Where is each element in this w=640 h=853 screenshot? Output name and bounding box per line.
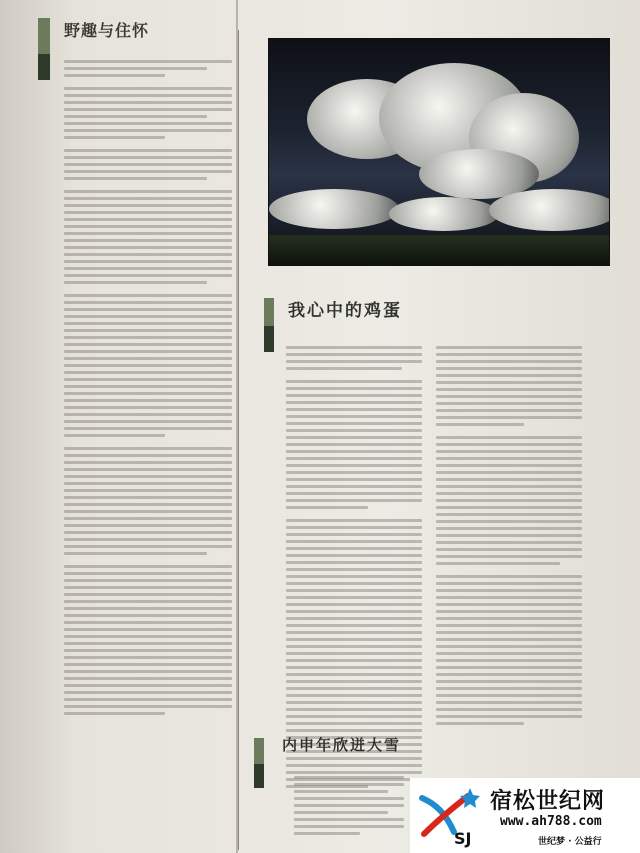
site-url: www.ah788.com xyxy=(500,814,602,829)
site-slogan: 世纪梦 · 公益行 xyxy=(538,837,602,847)
site-name: 宿松世纪网 xyxy=(490,789,606,814)
bottom-article-body xyxy=(294,776,404,839)
cloud-landscape-photo xyxy=(268,38,610,266)
bottom-article-title: 内申年欣迸大雪 xyxy=(282,736,402,754)
site-logo-icon xyxy=(416,784,480,848)
main-article-title: 我心中的鸡蛋 xyxy=(288,301,402,321)
main-article-body-left xyxy=(286,346,422,792)
section-marker xyxy=(264,298,274,352)
main-article-body-right xyxy=(436,346,582,729)
left-article-title: 野趣与住怀 xyxy=(64,21,150,40)
section-marker xyxy=(254,738,264,788)
site-watermark xyxy=(410,778,640,853)
column-divider xyxy=(238,30,239,850)
section-marker xyxy=(38,18,50,80)
svg-text:SJ: SJ xyxy=(454,829,472,848)
left-article-body xyxy=(64,60,232,719)
